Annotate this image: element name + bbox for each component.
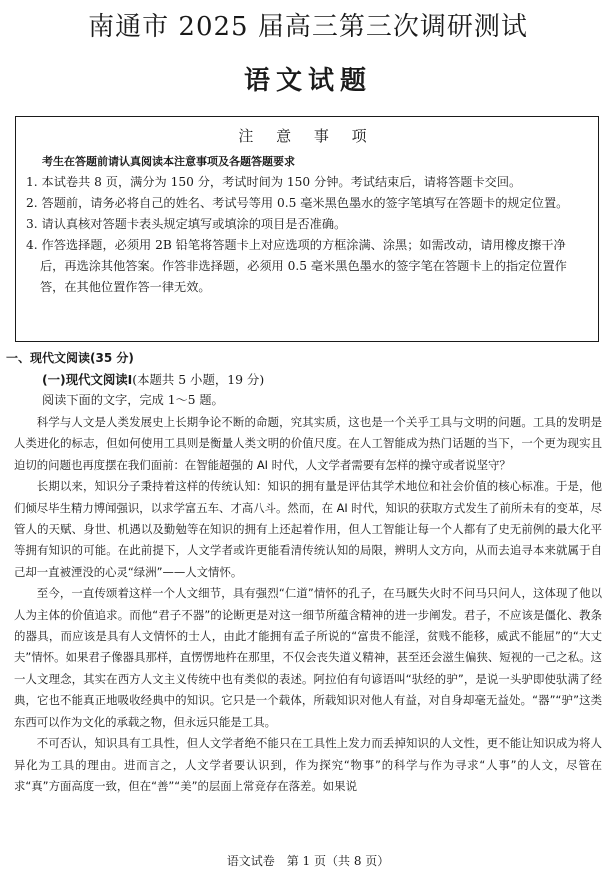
page-footer: 语文试卷 第 1 页（共 8 页）	[226, 854, 390, 868]
exam-title: 南通市 2025 届高三第三次调研测试	[88, 12, 528, 42]
notice-requirement: 考生在答题前请认真阅读本注意事项及各题答题要求	[42, 155, 295, 168]
passage-paragraph: 不可否认，知识具有工具性，但人文学者绝不能只在工具性上发力而丢掉知识的人文性，更不能让知识成为将人异化为工具的理由。进而言之，人文学者要认识到，作为探究“物事”的科学与作为寻求“人事”的人文，尽管在求“真”方面高度一致，但在“善”“美”的层面上常竞存在落差。如果说	[14, 736, 602, 793]
passage	[14, 412, 602, 797]
sub-note: (本题共 5 小题，19 分)	[132, 372, 265, 387]
passage-paragraph: 至今，一直传颂着这样一个人文细节，具有强烈“仁道”情怀的孔子，在马厩失火时不问马只问人，这体现了他以人为主体的价值追求。而他“君子不器”的论断更是对这一细节所蕴含精神的进一步阐发。君子，不应该是僵化、教条的器具，而应该是具有人文情怀的士人，由此才能拥有孟子所说的“富贵不能淫，贫贱不能移，威武不能屈”的“大丈夫”情怀。如果君子像器具那样，直愣愣地杵在那里，不仅会丧失道义精神，甚至还会滋生偏狭、短视的一己之私。这一人文理念，其实在西方人文主义传统中也有类似的表述。阿拉伯有句谚语叫“驮经的驴”，是说一头驴即使驮满了经典，它也不能真正地吸收经典中的知识。它只是一个载体，所载知识对他人有益，对自身却毫无益处。“器”“驴”这类东西可以作为文化的承载之物，但永远只能是工具。	[14, 586, 602, 729]
notice-item: 4. 作答选择题，必须用 2B 铅笔将答题卡上对应选项的方框涂满、涂黑；如需改动，请用橡皮擦干净后，再选涂其他答案。作答非选择题，必须用 0.5 毫米黑色墨水的签字笔在答题卡上的指定位置作答，在其他位置作答一律无效。	[26, 238, 567, 294]
notice-list	[16, 172, 598, 298]
sub-heading: (一)现代文阅读Ⅰ	[42, 372, 133, 387]
section-heading: 一、现代文阅读(35 分)	[6, 351, 134, 365]
instruction: 阅读下面的文字，完成 1～5 题。	[42, 393, 224, 407]
notice-title: 注 意 事 项	[238, 127, 376, 145]
notice-item: 1. 本试卷共 8 页，满分为 150 分，考试时间为 150 分钟。考试结束后，请将答题卡交回。	[26, 175, 522, 189]
sub-heading-line	[42, 370, 264, 388]
notice-item: 2. 答题前，请务必将自己的姓名、考试号等用 0.5 毫米黑色墨水的签字笔填写在答题卡的规定位置。	[26, 196, 569, 210]
notice-item: 3. 请认真核对答题卡表头规定填写或填涂的项目是否准确。	[26, 217, 347, 231]
notice-box	[15, 116, 599, 342]
passage-paragraph: 长期以来，知识分子秉持着这样的传统认知：知识的拥有量是评估其学术地位和社会价值的核心标准。于是，他们倾尽毕生精力博闻强识，以求学富五车、才高八斗。然而，在 AI 时代，知识的获取方式发生了前所未有的变革，尽管人的天赋、身世、机遇以及勤勉等在知识的拥有上还起着作用，但人工智能让每一个人都有了史无前例的最大化平等拥有知识的可能。在此前提下，人文学者或许更能看清传统认知的局限，辨明人文方向，从而去追寻本来就属于自己却一直被湮没的心灵“绿洲”——人文情怀。	[14, 479, 602, 579]
passage-paragraph: 科学与人文是人类发展史上长期争论不断的命题，究其实质，这也是一个关乎工具与文明的问题。工具的发明是人类进化的标志，但如何使用工具则是衡量人类文明的价值尺度。在人工智能成为热门话题的当下，一个更为现实且迫切的问题也再度摆在我们面前：在智能超强的 AI 时代，人文学者需要有怎样的操守或者说坚守？	[14, 415, 602, 472]
subject-title: 语文试题	[243, 66, 372, 96]
